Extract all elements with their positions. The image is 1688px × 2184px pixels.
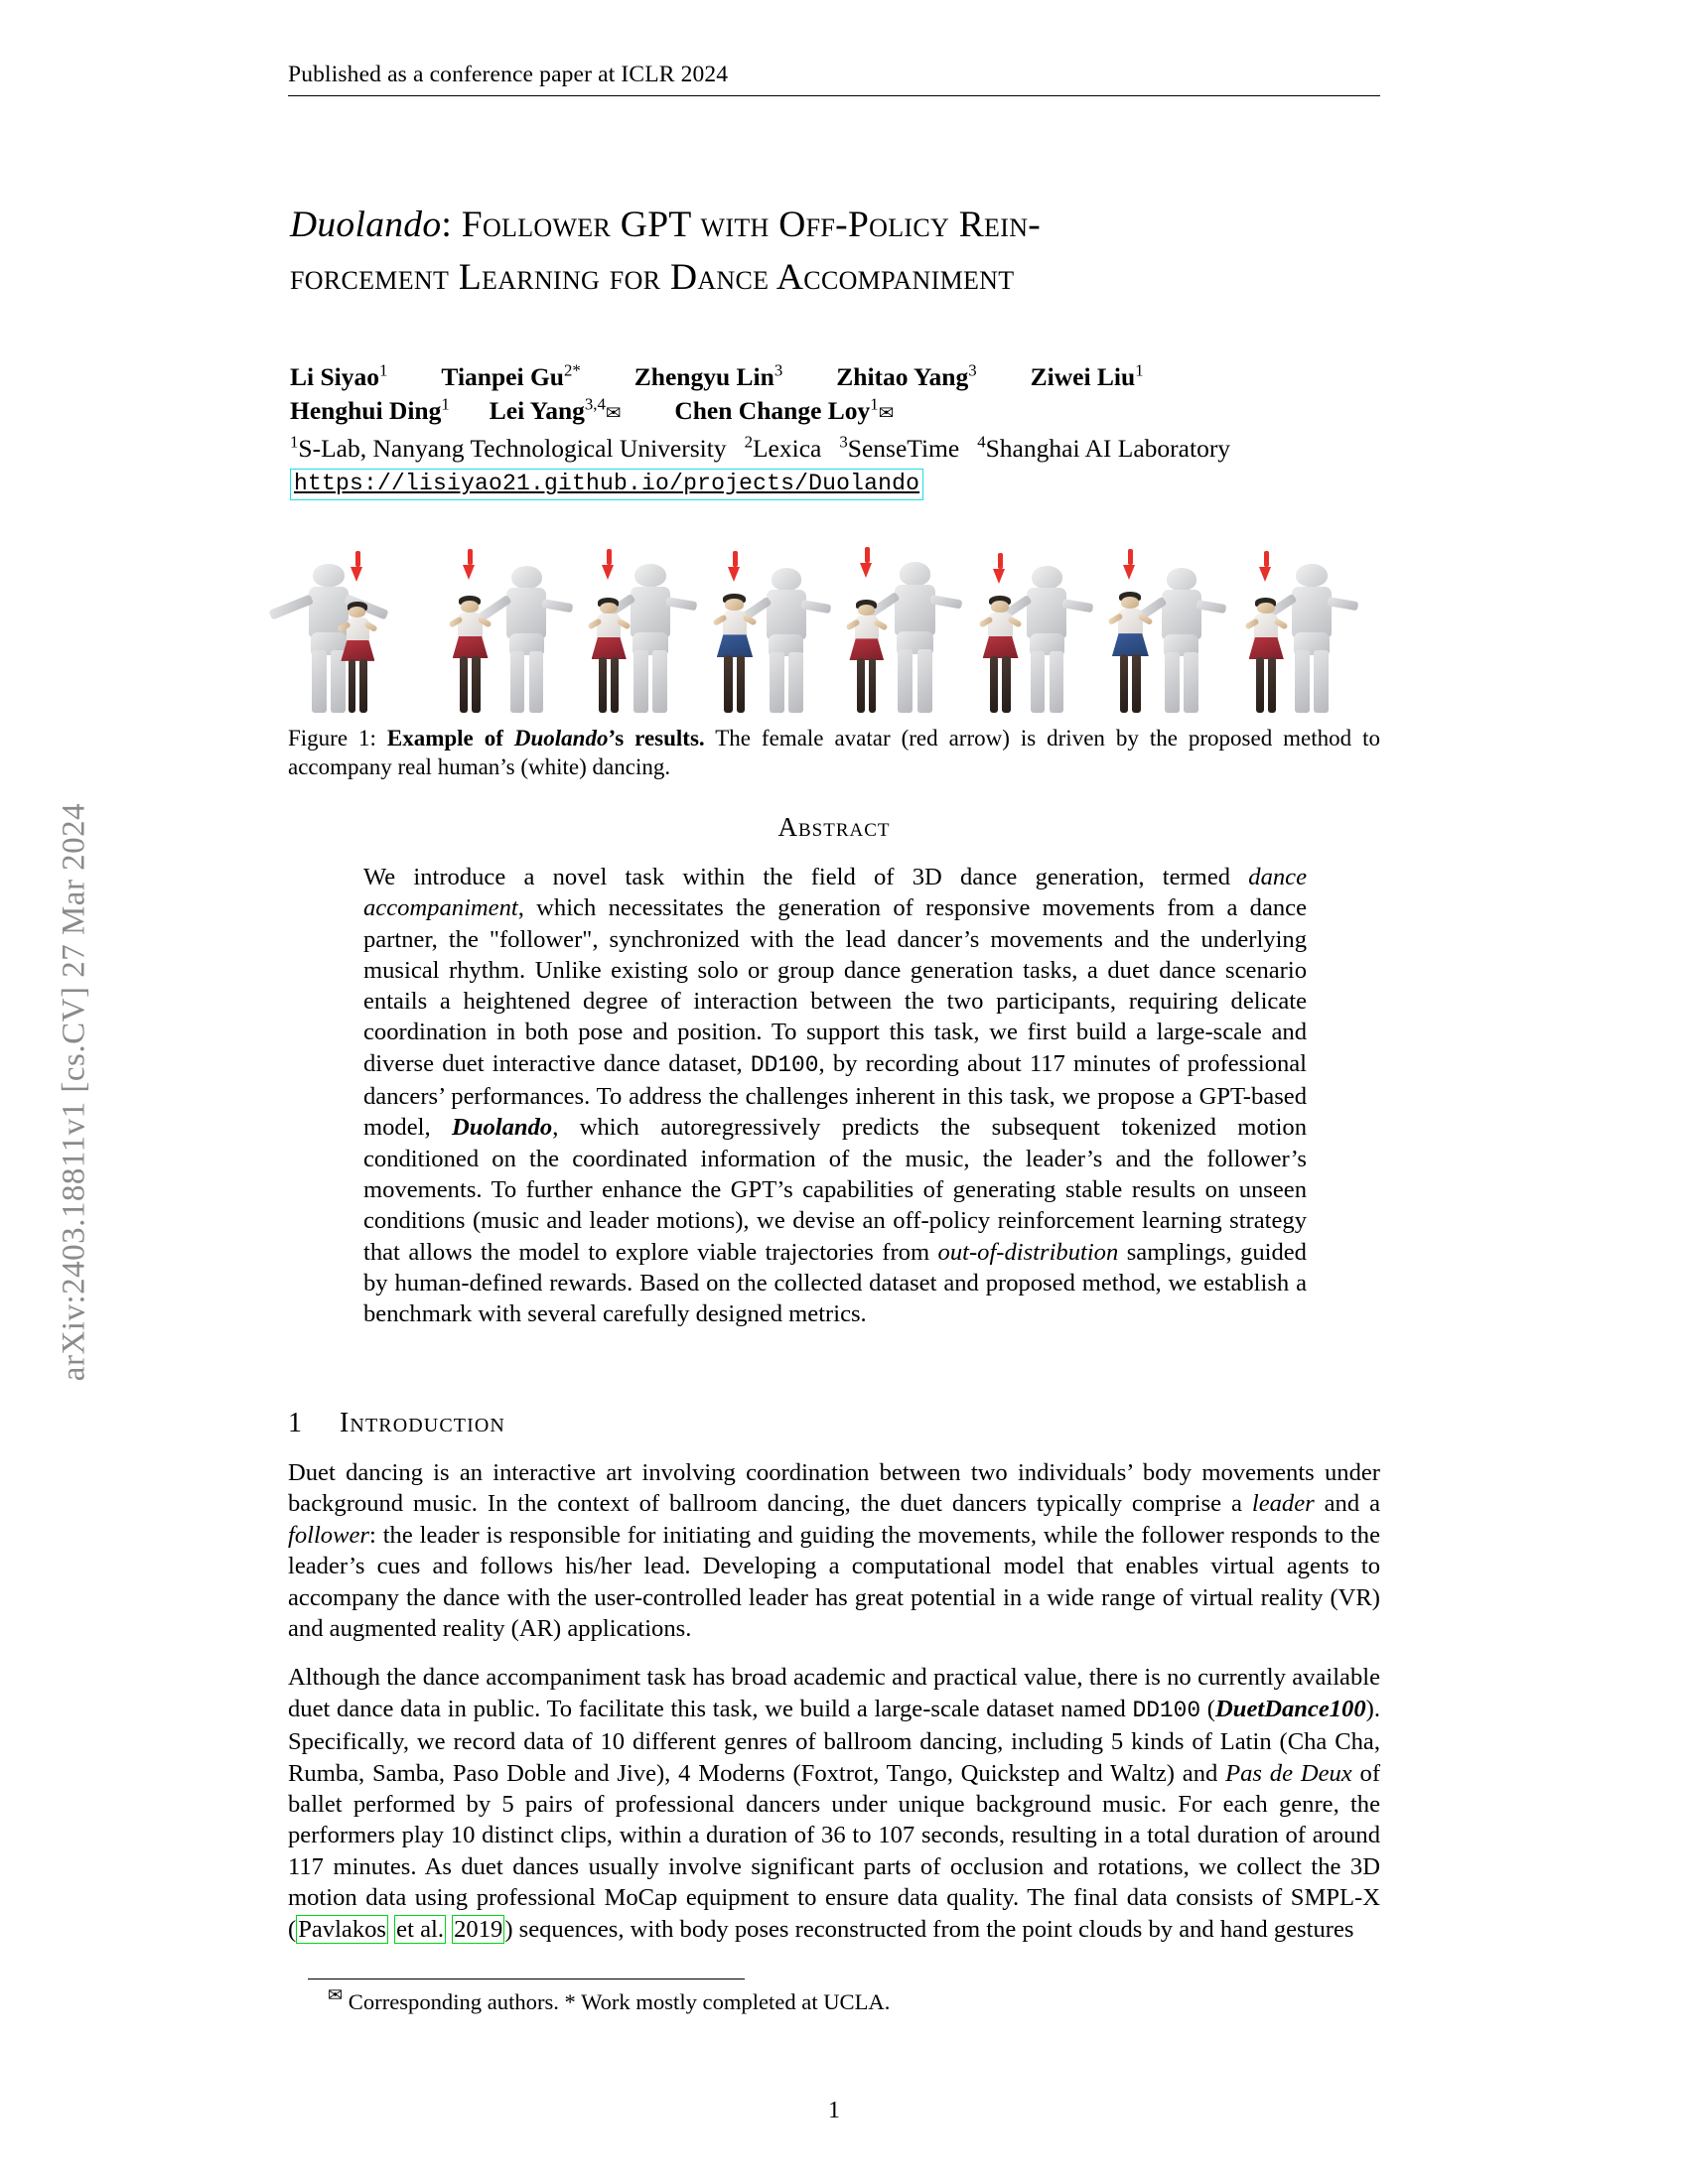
avatar-head [600, 603, 618, 614]
avatar-leg [1002, 656, 1010, 713]
avatar-leg [510, 651, 525, 713]
citation-etal: et al. [396, 1915, 444, 1943]
arxiv-stamp [0, 0, 149, 2184]
author-affil-marker: 3,4 [584, 394, 606, 414]
title-line-2: forcement Learning for Dance Accompaniment [290, 257, 1015, 298]
avatar-skirt [341, 640, 374, 661]
dance-pair [1094, 539, 1223, 713]
paragraph-1 [288, 1457, 1380, 1644]
red-arrow-tail [1264, 551, 1269, 567]
avatar-leg [611, 657, 619, 713]
abstract-seg-5: , by recording about 117 minutes of professional dancers’ performances. To address the challenges inherent in this task, we propose a GPT-based model, [363, 1049, 1308, 1142]
author-name: Tianpei Gu [441, 362, 564, 391]
leader-avatar [1144, 568, 1219, 713]
abstract-dataset-name: DD100 [750, 1051, 819, 1078]
figure-1-caption [288, 725, 1380, 781]
red-arrow-tail [998, 553, 1003, 569]
avatar-skirt [983, 636, 1019, 658]
section-1-heading [288, 1408, 505, 1439]
red-arrow-head [602, 565, 614, 580]
abstract-term-ood: out-of-distribution [937, 1238, 1119, 1266]
para2-term-pas-de-deux: Pas de Deux [1225, 1759, 1352, 1787]
caption-bold-1: Example of [386, 726, 514, 751]
avatar-torso [1292, 587, 1333, 637]
author-name: Ziwei Liu [1030, 362, 1136, 391]
citation-link[interactable] [452, 1915, 504, 1944]
avatar-leg [359, 659, 367, 713]
follower-avatar [1106, 592, 1155, 713]
paper-page [288, 0, 1400, 2184]
avatar-leg [737, 655, 745, 713]
avatar-leg [917, 649, 932, 713]
avatar-skirt [1112, 633, 1149, 656]
avatar-leg [472, 656, 480, 713]
author-name: Zhitao Yang [836, 362, 969, 391]
leader-avatar [749, 568, 824, 713]
affil-marker: 3 [839, 432, 848, 452]
avatar-leg [770, 652, 783, 713]
red-arrow-head [351, 567, 362, 582]
footnote-body: Corresponding authors. * Work mostly completed at UCLA. [343, 1989, 891, 2014]
running-head [288, 62, 1380, 96]
avatar-torso [767, 590, 805, 639]
title-line-1 [290, 199, 1392, 251]
figure-1-image [288, 514, 1390, 723]
author-name: Zhengyu Lin [633, 362, 774, 391]
abstract-seg-3: , which necessitates the generation of responsive movements from a dance partner, the "follower", synchronized with the lead dancer’s movements and the underlying musical rhythm. Unlike existing solo or group dance generation tasks, a duet dance scenario entails a heightened degree of interaction between the two participants, requiring delicate coordination in both pose and position. To support this task, we first build a large-scale and diverse duet interactive dance dataset, [363, 894, 1307, 1077]
red-arrow-tail [607, 549, 612, 565]
dance-pair [1227, 539, 1356, 713]
para1-term-leader: leader [1251, 1490, 1315, 1518]
abstract-body [363, 862, 1307, 1329]
running-head-rule [288, 95, 1380, 96]
para2-seg-c: ). Specifically, we record data of 10 different genres of ballroom dancing, including 5 kinds of Latin (Cha Cha, Rumba, Samba, Paso Doble and Jive), 4 Moderns (Foxtrot, Tango, Quickstep and Waltz) and [288, 1695, 1380, 1787]
avatar-leg [788, 652, 802, 713]
avatar-skirt [592, 637, 627, 659]
para1-seg-c: : the leader is responsible for initiating and guiding the movements, while the follower responds to the leader’s cues and follows his/her lead. Developing a computational model that enables virtual agents to accompany the dance with the user-controlled leader has great potential in a wide range of virtual reality (VR) and augmented reality (AR) applications. [288, 1521, 1380, 1643]
avatar-head [313, 564, 344, 587]
avatar-head [1121, 597, 1140, 609]
citation-author: Pavlakos [298, 1915, 387, 1943]
follower-avatar [1243, 598, 1289, 713]
envelope-icon: ✉ [605, 403, 622, 423]
envelope-icon: ✉ [328, 1984, 344, 2005]
avatar-torso [597, 614, 621, 640]
red-arrow-tail [733, 551, 738, 567]
arxiv-stamp-text: arXiv:2403.18811v1 [cs.CV] 27 Mar 2024 [56, 802, 92, 1382]
author-affil-marker: 3 [774, 360, 783, 380]
citation-link[interactable] [296, 1915, 388, 1944]
project-page-link[interactable]: https://lisiyao21.github.io/projects/Duolando [290, 469, 923, 500]
figure-1-canvas [288, 514, 1390, 713]
avatar-head [991, 601, 1009, 612]
author-row-1 [290, 360, 1392, 394]
avatar-torso [631, 587, 671, 637]
red-arrow-tail [1128, 549, 1133, 565]
affil-name: SenseTime [847, 434, 960, 463]
abstract-seg-1: We introduce a novel task within the field of 3D dance generation, termed [363, 864, 1249, 890]
abstract-seg-9: samplings, guided by human-defined rewards. Based on the collected dataset and proposed method, we establish a benchmark with several carefully designed metrics. [363, 1238, 1307, 1328]
citation-year: 2019 [454, 1915, 503, 1943]
para1-seg-a: Duet dancing is an interactive art involving coordination between two individuals’ body movements under background music. In the context of ballroom dancing, the duet dancers typically comprise a [288, 1459, 1380, 1518]
avatar-head [461, 601, 479, 612]
author-affil-marker: 1 [870, 394, 879, 414]
author-affil-marker: 1 [379, 360, 388, 380]
follower-avatar [336, 602, 380, 713]
dance-pair [568, 539, 697, 713]
author-affil-marker: 1 [441, 394, 450, 414]
avatar-head [1296, 564, 1327, 587]
avatar-leg [1295, 650, 1310, 713]
dance-pair [298, 539, 427, 713]
avatar-skirt [1249, 637, 1284, 659]
avatar-skirt [717, 634, 753, 657]
avatar-leg [857, 658, 865, 713]
page-number: 1 [828, 2098, 840, 2123]
avatar-head [511, 566, 542, 589]
red-arrow-head [728, 567, 740, 582]
avatar-torso [1254, 614, 1278, 640]
footnote [288, 1979, 1380, 2016]
follower-avatar [844, 600, 890, 713]
para2-dataset-name: DD100 [1132, 1697, 1201, 1723]
title-model-name: Duolando [290, 205, 442, 245]
avatar-leg [599, 657, 607, 713]
affil-marker: 4 [977, 432, 986, 452]
envelope-icon: ✉ [878, 403, 895, 423]
avatar-leg [312, 650, 327, 713]
abstract-heading: Abstract [777, 812, 891, 842]
avatar-torso [1162, 590, 1200, 639]
section-1-body [288, 1457, 1380, 1945]
avatar-head [900, 562, 931, 586]
title-line-1-rest: : Follower GPT with Off-Policy Rein- [441, 205, 1042, 245]
follower-avatar [977, 596, 1024, 713]
avatar-leg [460, 656, 468, 713]
avatar-leg [990, 656, 998, 713]
author-name: Li Siyao [290, 362, 379, 391]
section-title: Introduction [340, 1408, 505, 1438]
section-number: 1 [288, 1408, 303, 1438]
paragraph-2 [288, 1662, 1380, 1945]
citation-link[interactable] [394, 1915, 446, 1944]
avatar-leg [1120, 654, 1128, 713]
avatar-leg [1132, 654, 1140, 713]
avatar-leg [1184, 652, 1197, 713]
author-name: Lei Yang [489, 396, 585, 425]
affil-marker: 2 [744, 432, 753, 452]
avatar-leg [1165, 652, 1179, 713]
avatar-head [725, 599, 743, 610]
dance-pair [437, 539, 566, 713]
para2-dataset-fullname: DuetDance100 [1215, 1695, 1366, 1722]
affil-name: S-Lab, Nanyang Technological University [298, 434, 727, 463]
author-affil-marker: 2* [563, 360, 581, 380]
author-affil-marker: 1 [1135, 360, 1144, 380]
follower-avatar [711, 594, 759, 713]
avatar-leg [898, 649, 913, 713]
red-arrow-tail [865, 547, 870, 563]
para1-seg-b: and a [1314, 1490, 1380, 1518]
avatar-torso [506, 588, 546, 637]
affil-name: Lexica [752, 434, 822, 463]
caption-bold-2: ’s results. [608, 726, 705, 751]
abstract-paragraph [363, 862, 1307, 1329]
avatar-head [1032, 566, 1062, 589]
avatar-leg [1314, 650, 1329, 713]
avatar-leg [1050, 651, 1064, 713]
red-arrow-head [993, 569, 1005, 584]
author-row-2 [290, 394, 1392, 430]
abstract-model-name: Duolando [452, 1114, 553, 1142]
avatar-torso [723, 611, 748, 638]
dance-pair [830, 539, 959, 713]
para2-seg-b: ( [1200, 1695, 1215, 1722]
affil-marker: 1 [290, 432, 299, 452]
avatar-head [858, 605, 875, 615]
avatar-leg [349, 659, 356, 713]
avatar-torso [1118, 609, 1143, 636]
dance-pair [699, 539, 828, 713]
red-arrow-tail [468, 549, 473, 565]
caption-rest: The female avatar (red arrow) is driven by the proposed method to accompany real human’s (white) dancing. [288, 726, 1380, 779]
page-title [290, 199, 1392, 304]
avatar-skirt [453, 636, 489, 658]
figure-label: Figure 1: [288, 726, 376, 751]
avatar-torso [1027, 588, 1066, 637]
dance-pair [961, 539, 1090, 713]
caption-model-name: Duolando [513, 726, 609, 751]
avatar-head [1257, 603, 1275, 614]
footnote-text [328, 1984, 1380, 2016]
red-arrow-head [860, 563, 872, 578]
author-block [290, 360, 1392, 500]
avatar-arm [268, 594, 314, 619]
running-head-text: Published as a conference paper at ICLR 2024 [288, 62, 729, 87]
leader-avatar [489, 566, 565, 713]
follower-avatar [586, 598, 632, 713]
author-affil-marker: 3 [968, 360, 977, 380]
para1-term-follower: follower [288, 1521, 369, 1549]
red-arrow-head [1123, 565, 1135, 580]
para2-seg-a: Although the dance accompaniment task has broad academic and practical value, there is no currently available duet dance data in public. To facilitate this task, we build a large-scale dataset named [288, 1664, 1380, 1722]
affiliation-row [290, 432, 1392, 466]
avatar-leg [633, 650, 648, 713]
avatar-leg [1256, 657, 1264, 713]
avatar-leg [652, 650, 667, 713]
author-name: Henghui Ding [290, 396, 442, 425]
para2-seg-d: of ballet performed by 5 pairs of professional dancers under unique background music. For each genre, the performers play 10 distinct clips, within a duration of 36 to 107 seconds, resulting in a total duration of around 117 minutes. As duet dances usually involve significant parts of occlusion and rotations, we collect the 3D motion data using professional MoCap equipment to ensure data quality. The final data consists of SMPL-X ( [288, 1759, 1381, 1943]
avatar-head [634, 564, 665, 587]
avatar-torso [895, 585, 935, 636]
red-arrow-head [463, 565, 475, 580]
avatar-leg [724, 655, 732, 713]
abstract-seg-7: , which autoregressively predicts the subsequent tokenized motion conditioned on the coordinated information of the music, the leader’s and the follower’s movements. To further enhance the GPT’s capabilities of generating stable results on unseen conditions (music and leader motions), we devise an off-policy reinforcement learning strategy that allows the model to explore viable trajectories from [363, 1114, 1307, 1266]
para2-seg-e: ) sequences, with body poses reconstructed from the point clouds by and hand gestures [504, 1915, 1354, 1943]
avatar-leg [1268, 657, 1276, 713]
affil-name: Shanghai AI Laboratory [985, 434, 1231, 463]
avatar-head [349, 607, 365, 617]
avatar-head [1167, 568, 1196, 591]
avatar-leg [869, 658, 877, 713]
avatar-head [772, 568, 801, 591]
avatar-leg [529, 651, 544, 713]
avatar-skirt [849, 638, 884, 660]
follower-avatar [447, 596, 493, 713]
avatar-leg [1031, 651, 1046, 713]
author-name: Chen Change Loy [674, 396, 871, 425]
abstract-term-dance-accompaniment: dance accompaniment [363, 864, 1307, 922]
red-arrow-tail [355, 551, 360, 567]
red-arrow-head [1259, 567, 1271, 582]
